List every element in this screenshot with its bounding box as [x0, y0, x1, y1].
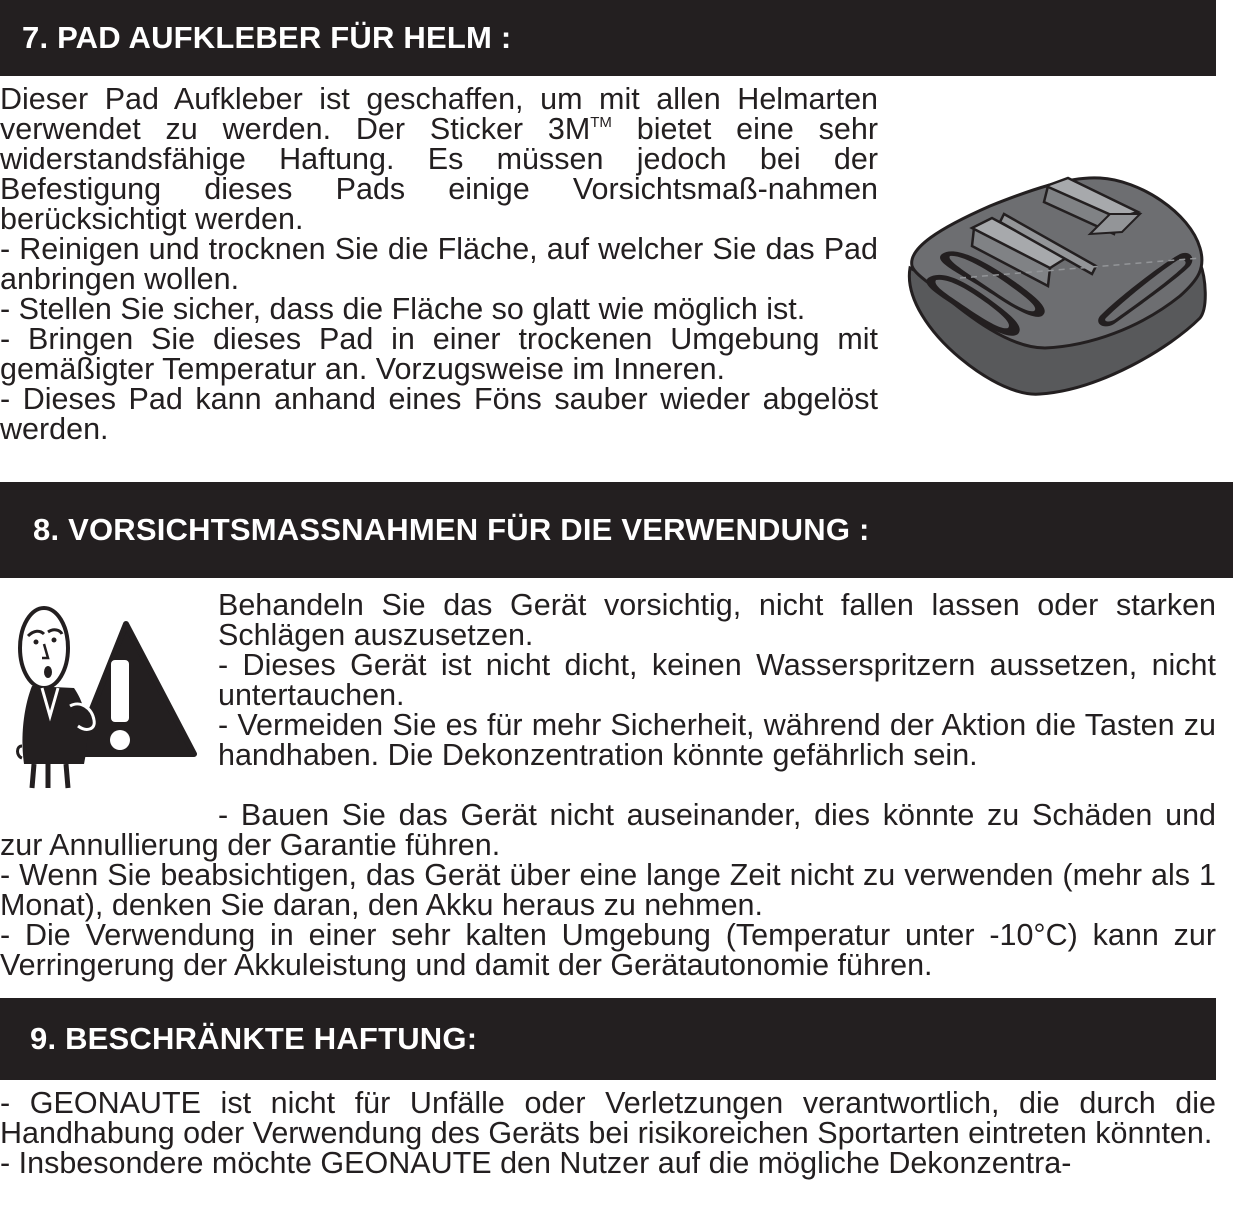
section-8-paragraph: - Wenn Sie beabsichtigen, das Gerät über eine lange Zeit nicht zu verwenden (mehr als 1 Monat), denken Sie daran, den Akku heraus zu nehmen.	[0, 858, 1216, 922]
helmet-pad-mount-icon	[900, 168, 1210, 400]
section-9-heading-text: 9. BESCHRÄNKTE HAFTUNG:	[30, 1021, 478, 1056]
intro-part-a: Dieser Pad Aufkleber ist geschaffen, um mit allen Helmarten verwendet zu werden. Der Sticker 3M	[0, 82, 878, 146]
trademark-mark: TM	[590, 114, 612, 131]
section-8-side-text	[218, 590, 1216, 770]
section-8-full-text	[0, 800, 1216, 980]
section-7-heading	[0, 0, 1216, 76]
section-9-paragraph: - Insbesondere möchte GEONAUTE den Nutzer auf die mögliche Dekonzentra-	[0, 1146, 1072, 1180]
section-7-heading-text: 7. PAD AUFKLEBER FÜR HELM :	[22, 20, 512, 55]
section-7-bullet: - Stellen Sie sicher, dass die Fläche so glatt wie möglich ist.	[0, 292, 806, 326]
section-9-heading	[0, 998, 1216, 1080]
section-7-body	[0, 84, 878, 444]
section-7-intro	[0, 84, 878, 234]
section-7-bullet: - Reinigen und trocknen Sie die Fläche, auf welcher Sie das Pad anbringen wollen.	[0, 232, 878, 296]
intro-part-b: bietet eine sehr widerstandsfähige Haftung. Es müssen jedoch bei der Befestigung dieses Pads einige Vorsichtsmaß-nahmen berücksichtigt werden.	[0, 112, 878, 236]
section-8-paragraph: - Vermeiden Sie es für mehr Sicherheit, während der Aktion die Tasten zu handhaben. Die Dekonzentration könnte gefährlich sein.	[218, 708, 1216, 772]
section-8-paragraph: Behandeln Sie das Gerät vorsichtig, nicht fallen lassen oder starken Schlägen auszusetzen.	[218, 588, 1216, 652]
section-8-heading-text: 8. VORSICHTSMASSNAHMEN FÜR DIE VERWENDUNG :	[33, 512, 870, 547]
warning-triangle-icon	[14, 596, 200, 792]
section-7-bullet: - Dieses Pad kann anhand eines Föns sauber wieder abgelöst werden.	[0, 382, 878, 446]
section-9-paragraph: - GEONAUTE ist nicht für Unfälle oder Verletzungen verantwortlich, die durch die Handhabung oder Verwendung des Geräts bei risikoreichen Sportarten eintreten könnten.	[0, 1086, 1216, 1150]
section-8-paragraph: - Bauen Sie das Gerät nicht auseinander, dies könnte zu Schäden und zur Annullierung der Garantie führen.	[0, 798, 1216, 862]
section-8-paragraph: - Die Verwendung in einer sehr kalten Umgebung (Temperatur unter -10°C) kann zur Verringerung der Akkuleistung und damit der Gerätautonomie führen.	[0, 918, 1216, 982]
section-9-body	[0, 1088, 1216, 1178]
section-8-heading	[0, 482, 1233, 578]
section-8-paragraph: - Dieses Gerät ist nicht dicht, keinen Wasserspritzern aussetzen, nicht untertauchen.	[218, 648, 1216, 712]
section-7-bullet: - Bringen Sie dieses Pad in einer trockenen Umgebung mit gemäßigter Temperatur an. Vorzugsweise im Inneren.	[0, 322, 878, 386]
